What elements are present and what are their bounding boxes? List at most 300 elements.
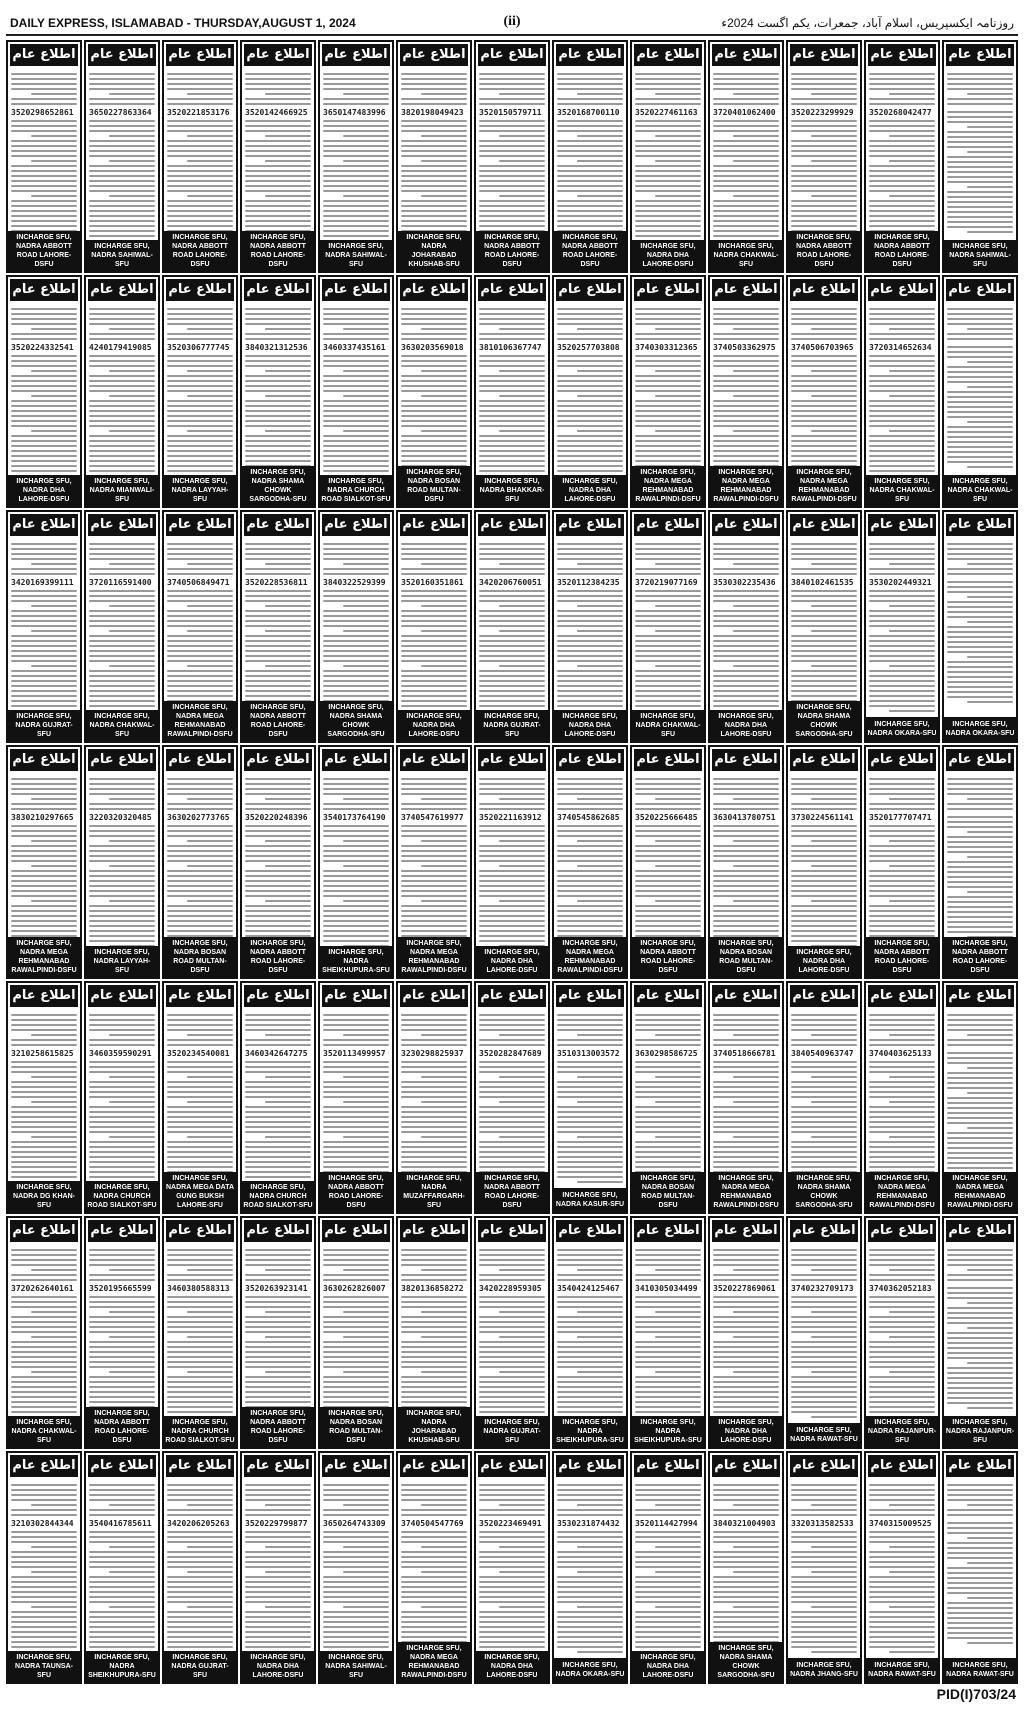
text-line	[479, 1146, 545, 1148]
text-line	[11, 890, 77, 892]
cnic-number: 3740303312365	[635, 343, 698, 353]
text-line	[89, 130, 155, 132]
text-line	[479, 1531, 545, 1533]
text-line	[791, 885, 857, 887]
text-line	[89, 338, 155, 340]
text-line	[89, 778, 155, 780]
text-line	[89, 220, 155, 222]
text-line	[557, 175, 623, 177]
text-line	[89, 230, 155, 232]
text-line	[713, 445, 779, 447]
text-line	[323, 695, 389, 697]
text-line	[401, 615, 467, 617]
page-number: (ii)	[503, 14, 521, 29]
text-line	[557, 793, 623, 795]
text-line	[167, 885, 233, 887]
text-line	[791, 1581, 857, 1583]
text-line	[557, 695, 623, 697]
text-line	[557, 1331, 623, 1333]
text-line	[947, 1547, 1013, 1549]
notice-footer: INCHARGE SFU, NADRA RAJANPUR-SFU	[944, 1416, 1016, 1447]
text-line	[791, 1621, 857, 1623]
text-line	[869, 150, 935, 152]
text-line	[167, 1576, 233, 1578]
text-line	[245, 1396, 311, 1398]
text-line	[791, 940, 857, 942]
cnic-number: 3720262640161	[11, 1283, 74, 1293]
text-line	[167, 635, 233, 637]
text-line	[947, 1352, 1013, 1354]
text-line	[713, 175, 779, 177]
text-line	[791, 1014, 857, 1016]
text-line	[109, 93, 155, 95]
notice-body	[554, 773, 626, 936]
text-line	[635, 783, 701, 785]
notice-title: اطلاع عام	[322, 985, 390, 1007]
text-line	[401, 1381, 467, 1383]
text-line	[245, 895, 311, 897]
text-line	[635, 625, 701, 627]
text-line	[635, 610, 701, 612]
text-line	[557, 590, 623, 592]
text-line	[479, 1029, 545, 1031]
text-line	[89, 1556, 155, 1558]
text-line	[889, 1504, 935, 1506]
text-line	[245, 355, 311, 357]
text-line	[187, 1269, 233, 1271]
text-line	[733, 1571, 779, 1573]
public-notice	[786, 40, 862, 273]
text-line	[89, 783, 155, 785]
text-line	[869, 1621, 935, 1623]
text-line	[343, 865, 389, 867]
text-line	[713, 1499, 779, 1501]
text-line	[869, 1111, 935, 1113]
text-line	[11, 1141, 77, 1143]
text-line	[791, 1346, 857, 1348]
text-line	[791, 803, 857, 805]
text-line	[11, 1274, 77, 1276]
text-line	[713, 1556, 779, 1558]
text-line	[245, 880, 311, 882]
text-line	[11, 1566, 77, 1568]
notice-footer: INCHARGE SFU, NADRA SAHIWAL-SFU	[86, 240, 158, 271]
text-line	[323, 783, 389, 785]
text-line	[323, 685, 389, 687]
cnic-number: 3530302235436	[713, 578, 776, 588]
text-line	[713, 778, 779, 780]
text-line	[791, 620, 857, 622]
text-line	[557, 910, 623, 912]
text-line	[557, 210, 623, 212]
text-line	[187, 328, 233, 330]
text-line	[889, 1336, 935, 1338]
text-line	[947, 308, 1013, 310]
text-line	[479, 103, 545, 105]
notice-title: اطلاع عام	[790, 749, 858, 771]
public-notice	[708, 981, 784, 1214]
text-line	[265, 1101, 311, 1103]
text-line	[791, 635, 857, 637]
text-line	[947, 1082, 1013, 1084]
notice-footer: INCHARGE SFU, NADRA LAYYAH-SFU	[164, 475, 236, 506]
text-line	[89, 808, 155, 810]
text-line	[947, 121, 1013, 123]
text-line	[557, 850, 623, 852]
text-line	[557, 73, 623, 75]
text-line	[11, 190, 77, 192]
text-line	[635, 825, 701, 827]
text-line	[245, 83, 311, 85]
text-line	[401, 190, 467, 192]
text-line	[869, 788, 935, 790]
text-line	[11, 635, 77, 637]
text-line	[167, 410, 233, 412]
text-line	[557, 200, 623, 202]
text-line	[791, 1611, 857, 1613]
text-line	[479, 455, 545, 457]
public-notice	[162, 510, 238, 743]
cnic-number: 3520227461163	[635, 108, 698, 117]
text-line	[713, 783, 779, 785]
text-line	[655, 630, 701, 632]
text-line	[89, 700, 155, 702]
notice-footer: INCHARGE SFU, NADRA ABBOTT ROAD LAHORE-DSFU	[476, 1172, 548, 1212]
text-line	[323, 1551, 389, 1553]
notice-body	[710, 68, 782, 240]
text-line	[713, 130, 779, 132]
text-line	[89, 1141, 155, 1143]
text-line	[401, 425, 467, 427]
text-line	[635, 125, 701, 127]
text-line	[557, 205, 623, 207]
text-line	[635, 103, 701, 105]
notice-body	[398, 773, 470, 936]
text-line	[947, 446, 1013, 448]
notice-title: اطلاع عام	[556, 1220, 624, 1242]
text-line	[557, 1346, 623, 1348]
text-line	[947, 1397, 1013, 1399]
text-line	[479, 220, 545, 222]
text-line	[947, 841, 1013, 843]
text-line	[791, 225, 857, 227]
text-line	[167, 590, 233, 592]
text-line	[89, 600, 155, 602]
notice-footer: INCHARGE SFU, NADRA MUZAFFARGARH-SFU	[398, 1172, 470, 1212]
text-line	[401, 185, 467, 187]
text-line	[869, 1489, 935, 1491]
text-line	[401, 1301, 467, 1303]
text-line	[557, 1601, 623, 1603]
text-line	[713, 180, 779, 182]
text-line	[713, 185, 779, 187]
text-line	[655, 1504, 701, 1506]
public-notice	[84, 1216, 160, 1449]
text-line	[557, 675, 623, 677]
text-line	[401, 410, 467, 412]
text-line	[245, 1514, 311, 1516]
text-line	[557, 830, 623, 832]
text-line	[89, 1161, 155, 1163]
text-line	[167, 120, 233, 122]
notice-body	[944, 538, 1016, 717]
text-line	[499, 1336, 545, 1338]
notice-body	[710, 773, 782, 936]
text-line	[791, 1326, 857, 1328]
text-line	[713, 885, 779, 887]
text-line	[323, 1066, 389, 1068]
notice-body	[554, 1009, 626, 1188]
notice-footer: INCHARGE SFU, NADRA SHAMA CHOWK SARGODHA-SFU	[788, 701, 860, 741]
notice-title: اطلاع عام	[946, 1220, 1014, 1242]
text-line	[479, 875, 545, 877]
text-line	[635, 1161, 701, 1163]
text-line	[11, 1029, 77, 1031]
notice-footer: INCHARGE SFU, NADRA SHEIKHUPURA-SFU	[554, 1416, 626, 1447]
cnic-number: 3720314652634	[869, 343, 932, 353]
text-line	[11, 313, 77, 315]
text-line	[635, 450, 701, 452]
text-line	[187, 1311, 233, 1313]
text-line	[713, 825, 779, 827]
text-line	[167, 1264, 233, 1266]
text-line	[791, 660, 857, 662]
text-line	[479, 690, 545, 692]
notice-footer: INCHARGE SFU, NADRA ABBOTT ROAD LAHORE-DSFU	[242, 937, 314, 977]
text-line	[791, 610, 857, 612]
text-line	[499, 840, 545, 842]
text-line	[401, 1274, 467, 1276]
text-line	[967, 831, 1013, 833]
text-line	[791, 1484, 857, 1486]
cnic-number: 3720401062400	[713, 108, 776, 117]
notice-title: اطلاع عام	[88, 1455, 156, 1477]
text-line	[791, 935, 857, 937]
text-line	[967, 1362, 1013, 1364]
text-line	[791, 1264, 857, 1266]
notice-footer: INCHARGE SFU, NADRA CHAKWAL-SFU	[866, 475, 938, 506]
text-line	[245, 548, 311, 550]
text-line	[11, 1116, 77, 1118]
text-line	[713, 920, 779, 922]
text-line	[323, 1531, 389, 1533]
text-line	[323, 670, 389, 672]
text-line	[11, 360, 77, 362]
text-line	[323, 1631, 389, 1633]
notice-footer: INCHARGE SFU, NADRA CHAKWAL-SFU	[632, 710, 704, 741]
text-line	[713, 1259, 779, 1261]
text-line	[947, 381, 1013, 383]
text-line	[401, 895, 467, 897]
text-line	[947, 1484, 1013, 1486]
text-line	[655, 430, 701, 432]
text-line	[265, 395, 311, 397]
text-line	[947, 1557, 1013, 1559]
text-line	[733, 1371, 779, 1373]
notice-footer: INCHARGE SFU, NADRA OKARA-SFU	[554, 1658, 626, 1682]
text-line	[479, 175, 545, 177]
cnic-number: 3420169399111	[11, 578, 74, 588]
text-line	[401, 860, 467, 862]
cnic-number: 3720116591400	[89, 578, 152, 588]
text-line	[245, 1591, 311, 1593]
text-line	[109, 605, 155, 607]
text-line	[947, 1062, 1013, 1064]
text-line	[401, 1166, 467, 1168]
text-line	[947, 1357, 1013, 1359]
notice-footer: INCHARGE SFU, NADRA ABBOTT ROAD LAHORE-DSFU	[866, 937, 938, 977]
text-line	[869, 1019, 935, 1021]
notice-footer: INCHARGE SFU, NADRA GUJRAT-SFU	[476, 1416, 548, 1447]
text-line	[733, 1336, 779, 1338]
text-line	[557, 835, 623, 837]
cnic-number: 3740545862685	[557, 813, 620, 823]
text-line	[557, 1121, 623, 1123]
text-line	[791, 190, 857, 192]
text-line	[635, 640, 701, 642]
text-line	[635, 120, 701, 122]
text-line	[713, 870, 779, 872]
text-line	[713, 835, 779, 837]
text-line	[791, 925, 857, 927]
text-line	[401, 318, 467, 320]
text-line	[947, 793, 1013, 795]
text-line	[245, 323, 311, 325]
text-line	[791, 103, 857, 105]
text-line	[557, 1306, 623, 1308]
text-line	[89, 650, 155, 652]
text-line	[89, 905, 155, 907]
text-line	[167, 1044, 233, 1046]
text-line	[245, 1551, 311, 1553]
text-line	[323, 355, 389, 357]
text-line	[245, 640, 311, 642]
text-line	[791, 1576, 857, 1578]
text-line	[323, 1279, 389, 1281]
text-line	[869, 318, 935, 320]
text-line	[557, 140, 623, 142]
text-line	[323, 360, 389, 362]
text-line	[635, 1296, 701, 1298]
text-line	[323, 615, 389, 617]
text-line	[479, 1566, 545, 1568]
text-line	[557, 1019, 623, 1021]
text-line	[167, 1326, 233, 1328]
text-line	[167, 1296, 233, 1298]
public-notice	[942, 981, 1018, 1214]
text-line	[11, 1301, 77, 1303]
text-line	[889, 1034, 935, 1036]
text-line	[479, 655, 545, 657]
text-line	[635, 333, 701, 335]
text-line	[869, 1591, 935, 1593]
text-line	[577, 370, 623, 372]
text-line	[187, 1136, 233, 1138]
text-line	[11, 695, 77, 697]
text-line	[713, 235, 779, 237]
notice-footer: INCHARGE SFU, NADRA DHA LAHORE-DSFU	[710, 710, 782, 741]
notice-title: اطلاع عام	[634, 985, 702, 1007]
text-line	[557, 690, 623, 692]
text-line	[655, 1136, 701, 1138]
text-line	[499, 1606, 545, 1608]
text-line	[187, 563, 233, 565]
text-line	[11, 685, 77, 687]
text-line	[557, 365, 623, 367]
newspaper-dateline: DAILY EXPRESS, ISLAMABAD - THURSDAY,AUGUST 1, 2024	[10, 16, 356, 30]
text-line	[869, 400, 935, 402]
cnic-number: 3730224561141	[791, 813, 854, 823]
public-notice	[240, 510, 316, 743]
text-line	[323, 465, 389, 467]
notice-footer: INCHARGE SFU, NADRA DHA LAHORE-DSFU	[788, 946, 860, 977]
text-line	[791, 855, 857, 857]
text-line	[11, 1331, 77, 1333]
text-line	[947, 111, 1013, 113]
text-line	[245, 215, 311, 217]
text-line	[635, 360, 701, 362]
text-line	[733, 840, 779, 842]
notice-title: اطلاع عام	[790, 279, 858, 301]
text-line	[635, 875, 701, 877]
text-line	[577, 1336, 623, 1338]
text-line	[557, 1091, 623, 1093]
text-line	[869, 1556, 935, 1558]
text-line	[89, 323, 155, 325]
text-line	[167, 1351, 233, 1353]
text-line	[11, 1489, 77, 1491]
text-line	[245, 103, 311, 105]
text-line	[109, 395, 155, 397]
text-line	[89, 1636, 155, 1638]
text-line	[401, 1626, 467, 1628]
text-line	[167, 543, 233, 545]
text-line	[89, 635, 155, 637]
text-line	[889, 160, 935, 162]
text-line	[323, 73, 389, 75]
text-line	[89, 145, 155, 147]
text-line	[811, 1546, 857, 1548]
text-line	[869, 425, 935, 427]
text-line	[167, 1024, 233, 1026]
text-line	[421, 798, 467, 800]
text-line	[791, 1499, 857, 1501]
text-line	[791, 1061, 857, 1063]
text-line	[947, 191, 1013, 193]
notice-body	[164, 538, 236, 701]
text-line	[89, 610, 155, 612]
text-line	[791, 1126, 857, 1128]
text-line	[167, 680, 233, 682]
text-line	[499, 93, 545, 95]
text-line	[245, 1331, 311, 1333]
text-line	[89, 855, 155, 857]
text-line	[635, 1066, 701, 1068]
text-line	[479, 778, 545, 780]
text-line	[947, 543, 1013, 545]
text-line	[869, 1626, 935, 1628]
text-line	[557, 1071, 623, 1073]
text-line	[245, 635, 311, 637]
text-line	[947, 83, 1013, 85]
text-line	[343, 1606, 389, 1608]
text-line	[557, 333, 623, 335]
notice-body	[632, 303, 704, 466]
text-line	[713, 1601, 779, 1603]
public-notice	[240, 40, 316, 273]
text-line	[11, 1611, 77, 1613]
text-line	[167, 845, 233, 847]
